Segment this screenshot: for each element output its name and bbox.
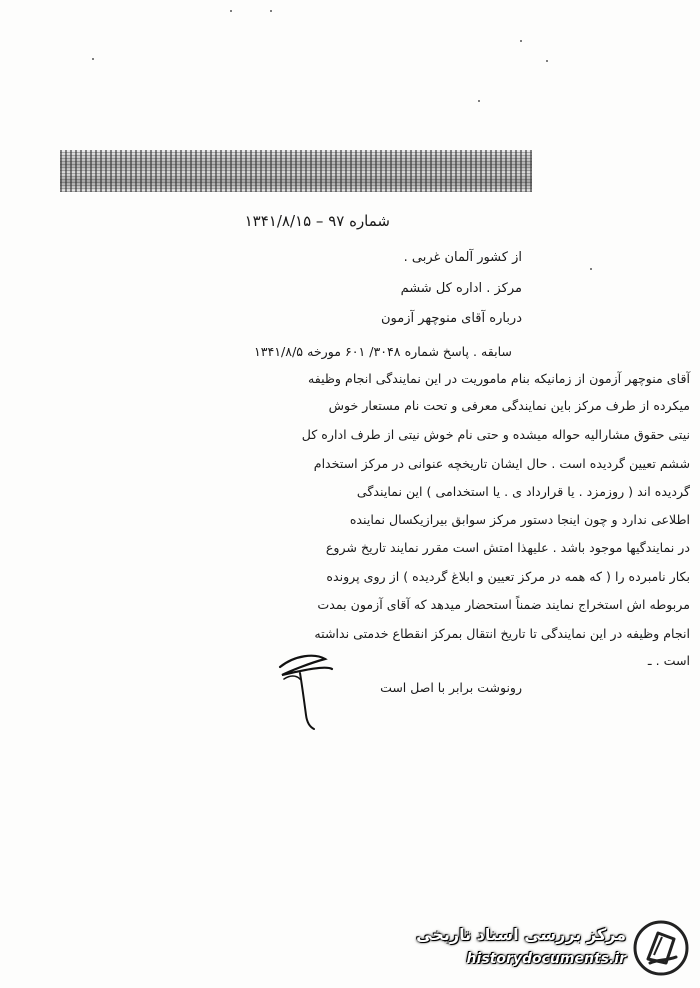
subject-line: درباره آقای منوچهر آزمون [380,311,522,326]
body-line: بکار نامبرده را ( که همه در مرکز تعیین و ابلاغ گردیده ) از روی پرونده [326,569,690,584]
watermark-title: مرکز بررسی اسناد تاریخی [416,925,626,944]
to-line: مرکز . اداره کل ششم [400,281,522,296]
scan-speck [230,10,232,12]
body-line: سابقه . پاسخ شماره ۳۰۴۸/ ۶۰۱ مورخه ۱۳۴۱/۸/۵ [254,344,512,359]
scan-speck [270,10,272,12]
site-watermark [418,915,696,981]
handwritten-signature [270,645,360,735]
scan-speck [478,100,480,102]
document-archive-logo-icon [632,919,690,977]
copy-certification-line: رونوشت برابر با اصل است [380,680,522,695]
scan-speck [590,268,592,270]
body-line: میکرده از طرف مرکز باین نمایندگی معرفی و تحت نام مستعار خوش [328,398,690,413]
body-line: ششم تعیین گردیده است . حال ایشان تاریخچه عنوانی در مرکز استخدام [313,456,690,471]
document-number: شماره ۹۷ – ۱۳۴۱/۸/۱۵ [244,212,390,230]
redacted-header-band [60,150,532,192]
scan-speck [92,58,94,60]
body-line: انجام وظیفه در این نمایندگی تا تاریخ انتقال بمرکز انقطاع خدمتی نداشته [314,626,690,641]
scan-speck [546,60,548,62]
body-line: اطلاعی ندارد و چون اینجا دستور مرکز سوابق بیرازیکسال نماینده [349,512,690,527]
body-line: نیتی حقوق مشارالیه حواله میشده و حتی نام خوش نیتی از طرف اداره کل [301,427,690,442]
body-line: است . ـ [647,653,690,668]
body-line: مربوطه اش استخراج نمایند ضمناً استحضار میدهد که آقای آزمون بمدت [317,597,690,612]
watermark-url: historydocuments.ir [466,951,626,967]
scan-speck [520,40,522,42]
body-line: در نمایندگیها موجود باشد . علیهذا امتش است مقرر نمایند تاریخ شروع [325,540,690,555]
body-line: آقای منوچهر آزمون از زمانیکه بنام ماموریت در این نمایندگی انجام وظیفه [307,371,690,386]
from-line: از کشور آلمان غربی . [403,250,522,265]
body-line: گردیده اند ( روزمزد . یا قرارداد ی . یا استخدامی ) این نمایندگی [356,484,690,499]
